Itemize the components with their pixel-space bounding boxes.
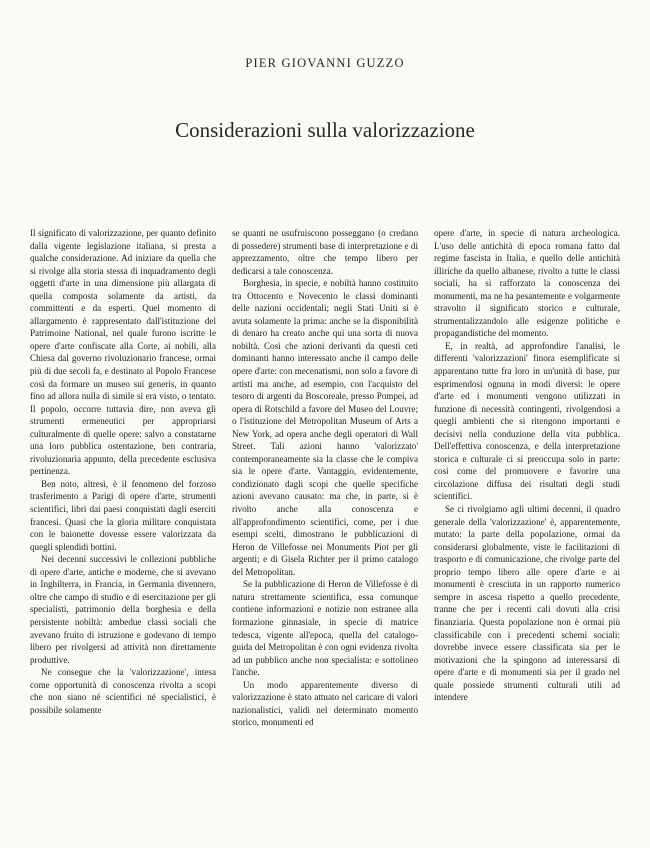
paragraph: Il significato di valorizzazione, per quanto definito dalla vigente legislazione italiana, si presta a qualche considerazione. Ad iniziare da quella che si rivolge alla storia stessa di inquadramento degli oggetti d'arte in una dimensione più allargata di quella composta solamente da artisti, da committenti e da esperti. Quel momento di allargamento è rappresentato dall'istituzione del Patrimoine National, nel quale furono iscritte le opere d'arte confiscate alla Corte, ai nobili, alla Chiesa dal governo rivoluzionario francese, ormai più di due secoli fa, e destinato al Popolo Francese così da formare un museo sui generis, in quanto fino ad allora nulla di simile si era visto, o tentato. Il popolo, occorre tuttavia dire, non aveva gli strumenti ermeneutici per appropriarsi culturalmente di quelle opere: salvo a constatarne una loro pubblica ostentazione, ben contraria, rivoluzionaria appunto, della precedente esclusiva pertinenza. (30, 228, 216, 477)
article-body (30, 227, 620, 839)
text-column-3 (434, 227, 620, 839)
author-name: PIER GIOVANNI GUZZO (245, 56, 405, 70)
article-title: Considerazioni sulla valorizzazione (175, 118, 475, 142)
paragraph: Nei decenni successivi le collezioni pubbliche di opere d'arte, antiche e moderne, che si avevano in Inghilterra, in Francia, in Germania divennero, oltre che campo di studio e di esercitazione per gli specialisti, patrimonio della borghesia e della persistente nobiltà: ambedue classi sociali che avevano fruito di istruzione e godevano di tempo libero per rivolgersi ad attività non direttamente produttive. (30, 554, 216, 665)
text-column-2 (232, 227, 418, 839)
paragraph: Un modo apparentemente diverso di valorizzazione è stato attuato nel caricare di valori nazionalistici, validi nel determinato momento storico, monumenti ed (232, 679, 418, 728)
paragraph: E, in realtà, ad approfondire l'analisi, le differenti 'valorizzazioni' finora esemplificate si apparentano tutte fra loro in un'unità di base, pur esprimendosi ognuna in modi diversi: le opere d'arte ed i monumenti vengono utilizzati in funzione di necessità contingenti, rivolgendosi a quegli ambienti che si ritengono importanti e decisivi nella conduzione della vita pubblica. Dell'effettiva conoscenza, e della interpretazione storica e culturale ci si preoccupa solo in parte: così come del promuovere e favorire una circolazione diffusa dei risultati degli studi scientifici. (434, 340, 620, 502)
text-column-1 (30, 227, 216, 839)
paragraph: Borghesia, in specie, e nobiltà hanno costituito tra Ottocento e Novecento le classi dominanti delle nazioni occidentali; negli Stati Uniti si è avuta solamente la prima: anche se la disponibilità di denaro ha creato anche qui una sorta di nuova nobiltà. Così che azioni derivanti da questi ceti dominanti hanno interessato anche il campo delle opere d'arte: con mecenatismi, non solo a favore di artisti ma anche, ad esempio, con l'acquisto del tesoro di argenti da Boscoreale, presso Pompei, ad opera di Rotschild a favore del Museo del Louvre; o l'istituzione del Metropolitan Museum of Arts a New York, ad opera anche degli operatori di Wall Street. Tali azioni hanno 'valorizzato' contemporaneamente sia la classe che le compiva sia le opere d'arte. Vantaggio, evidentemente, condizionato dagli scopi che quelle specifiche azioni avevano causato: ma che, in parte, si è rivolto anche alla conoscenza e all'approfondimento scientifici, come, per i due esempi scelti, dimostrano le pubblicazioni di Heron de Villefosse nei Monuments Piot per gli argenti; e di Gisela Richter per il primo catalogo del Metropolitan. (232, 278, 418, 577)
paragraph: Ben noto, altresì, è il fenomeno del forzoso trasferimento a Parigi di opere d'arte, strumenti scientifici, libri dai paesi conquistati dagli eserciti francesi. Quasi che la gloria militare conquistata con le baionette dovesse essere valorizzata da quegli splendidi bottini. (30, 478, 216, 552)
paragraph: opere d'arte, in specie di natura archeologica. L'uso delle antichità di epoca romana fatto dal regime fascista in Italia, e quello delle antichità illiriche da quello albanese, rivolto a tutte le classi sociali, ha sì rafforzato la conoscenza dei monumenti, ma ne ha pesantemente e volgarmente stravolto il significato storico e culturale, strumentalizzandolo alle esigenze politiche e propagandistiche del momento. (434, 228, 620, 339)
paragraph: se quanti ne usufruiscono posseggano (o credano di possedere) strumenti base di interpretazione e di apprezzamento, oltre che tempo libero per dedicarsi a tale conoscenza. (232, 228, 418, 276)
paragraph: Se ci rivolgiamo agli ultimi decenni, il quadro generale della 'valorizzazione' è, apparentemente, mutato: la parte della popolazione, ormai da considerarsi globalmente, viste le facilitazioni di trasporto e di comunicazione, che rivolge parte del proprio tempo libero alle opere d'arte e ai monumenti è cresciuta in un rapporto numerico sempre in ascesa rispetto a quello precedente, tranne che per i recenti cali dovuti alla crisi finanziaria. Questa popolazione non è ormai più classificabile con i precedenti schemi sociali: dovrebbe invece essere classificata sia per le motivazioni che la spingono ad interessarsi di opere d'arte e di monumenti sia per il grado nel quale possiede strumenti culturali utili ad intendere (434, 504, 620, 703)
paragraph: Se la pubblicazione di Heron de Villefosse è di natura strettamente scientifica, essa comunque contiene informazioni e notizie non estranee alla formazione ginnasiale, in specie di matrice tedesca, vigente all'epoca, quella del catalogo-guida del Metropolitan è con ogni evidenza rivolta ad un pubblico anche non specialista: e sottolineo l'anche. (232, 579, 418, 678)
paragraph: Ne consegue che la 'valorizzazione', intesa come opportunità di conoscenza rivolta a scopi che non siano né scientifici né specialistici, è possibile solamente (30, 667, 216, 715)
